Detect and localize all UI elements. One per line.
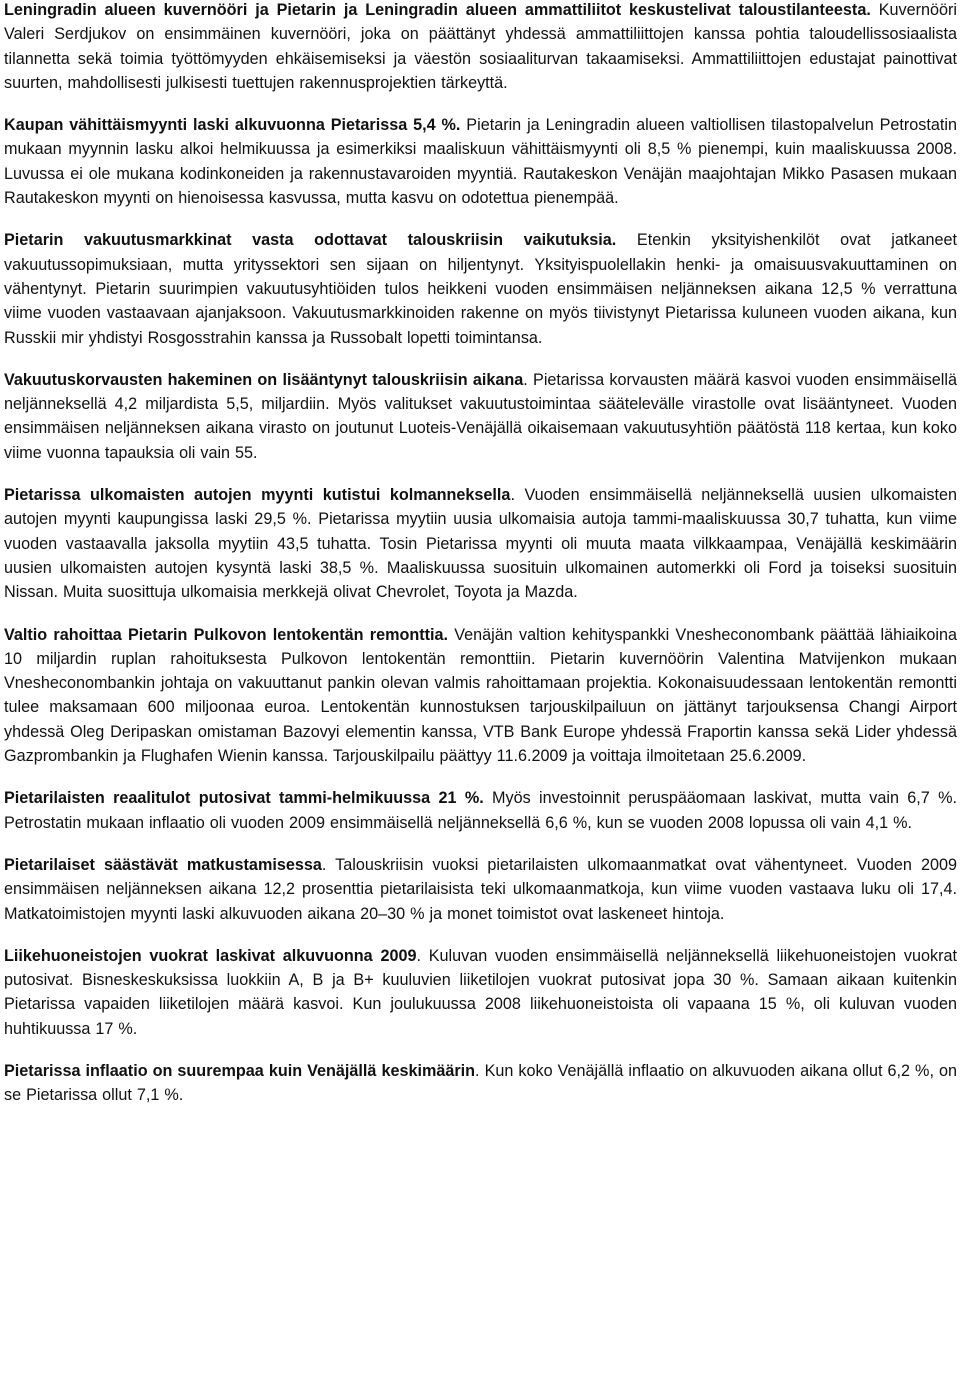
paragraph-heading: Pietarissa ulkomaisten autojen myynti kutistui kolmanneksella — [4, 486, 511, 505]
paragraph-body: . Kun koko Venäjällä inflaatio on alkuvuoden aikana ollut 6,2 %, on se Pietarissa ollut 7,1 %. — [4, 1061, 957, 1105]
paragraph-heading: Pietarilaiset säästävät matkustamisessa — [4, 855, 322, 874]
paragraph-heading: Liikehuoneistojen vuokrat laskivat alkuvuonna 2009 — [4, 946, 417, 965]
paragraph-body: Pietarin ja Leningradin alueen valtiollisen tilastopalvelun Petrostatin mukaan myynnin lasku alkoi helmikuussa ja esimerkiksi maaliskuun vähittäismyynti oli 8,5 % pienempi, kuin maaliskuussa 2008. Luvussa ei ole mukana kodinkoneiden ja rakennustavaroiden myyntiä. Rautakeskon Venäjän maajohtajan Mikko Pasasen mukaan Rautakeskon myynti on hienoisessa kasvussa, mutta kasvu on odotettua pienempää. — [4, 116, 957, 208]
paragraph-body: Kuvernööri Valeri Serdjukov on ensimmäinen kuvernööri, joka on päättänyt yhdessä ammattiliittojen kanssa pohtia taloudellissosiaalista tilannetta sekä toimia työttömyyden ehkäisemiseksi ja väestön sosiaaliturvan takaamiseksi. Ammattiliittojen edustajat painottivat suurten, mahdollisesti julkisesti tuettujen rakennusprojektien tärkeyttä. — [4, 1, 957, 92]
paragraph-heading: Kaupan vähittäismyynti laski alkuvuonna Pietarissa 5,4 %. — [4, 116, 461, 135]
paragraph-foreign-car-sales — [4, 483, 957, 604]
paragraph-heading: Pietarilaisten reaalitulot putosivat tammi-helmikuussa 21 %. — [4, 789, 484, 808]
paragraph-insurance-markets — [4, 228, 957, 349]
paragraph-pulkovo-airport — [4, 623, 957, 769]
paragraph-heading: Valtio rahoittaa Pietarin Pulkovon lentokentän remonttia. — [4, 625, 449, 644]
paragraph-heading: Pietarissa inflaatio on suurempaa kuin Venäjällä keskimäärin — [4, 1061, 476, 1080]
paragraph-body: Venäjän valtion kehityspankki Vnesheconombank päättää lähiaikoina 10 miljardin ruplan rahoituksesta Pulkovon lentokentän remonttiin. Pietarin kuvernöörin Valentina Matvijenkon mukaan Vnesheconombankin johtaja on vakuuttanut pankin olevan valmis rahoittamaan projektia. Kokonaisuudessaan lentokentän remontti tulee maksamaan 600 miljoonaa euroa. Lentokentän kunnostuksen tarjouskilpailuun on jättänyt tarjouksensa Changi Airport yhdessä Oleg Deripaskan omistaman Bazovyi elementin kanssa, VTB Bank Europe yhdessä Fraportin kanssa sekä Lider yhdessä Gazprombankin ja Flughafen Wienin kanssa. Tarjouskilpailu päättyy 11.6.2009 ja voittaja ilmoitetaan 25.6.2009. — [4, 625, 957, 766]
paragraph-body: . Vuoden ensimmäisellä neljänneksellä uusien ulkomaisten autojen myynti kaupungissa laski 29,5 %. Pietarissa myytiin uusia ulkomaisia autoja tammi-maaliskuussa 30,7 tuhatta, kun viime vuoden vastaavalla jaksolla myytiin 43,5 tuhatta. Tosin Pietarissa myynti oli muuta maata vilkkaampaa, Venäjällä keskimäärin uusien ulkomaisten autojen kysyntä laski 38,5 %. Maaliskuussa suosituin ulkomainen automerkki oli Ford ja toiseksi suosituin Nissan. Muita suosittuja ulkomaisia merkkejä olivat Chevrolet, Toyota ja Mazda. — [4, 486, 957, 602]
paragraph-leningrad-governor — [4, 0, 957, 95]
paragraph-heading: Pietarin vakuutusmarkkinat vasta odottavat talouskriisin vaikutuksia. — [4, 231, 617, 250]
paragraph-retail-sales — [4, 113, 957, 210]
paragraph-heading: Leningradin alueen kuvernööri ja Pietarin ja Leningradin alueen ammattiliitot keskustelivat taloustilanteesta. — [4, 1, 871, 19]
paragraph-travel-savings — [4, 853, 957, 926]
paragraph-body: Myös investoinnit peruspääomaan laskivat, mutta vain 6,7 %. Petrostatin mukaan inflaatio oli vuoden 2009 ensimmäisellä neljänneksellä 6,6 %, kun se vuoden 2008 lopussa oli vain 4,1 %. — [4, 789, 957, 832]
paragraph-insurance-claims — [4, 368, 957, 465]
paragraph-real-incomes — [4, 786, 957, 835]
paragraph-commercial-rents — [4, 944, 957, 1041]
paragraph-body: . Pietarissa korvausten määrä kasvoi vuoden ensimmäisellä neljänneksellä 4,2 miljardista 5,5, miljardiin. Myös valitukset vakuutustoimintaa säätelevälle virastolle ovat lisääntyneet. Vuoden ensimmäisen neljänneksen aikana virasto on joutunut Luoteis-Venäjällä oikaisemaan vakuutusyhtiön päätöstä 118 kertaa, kun koko viime vuonna tapauksia oli vain 55. — [4, 370, 957, 462]
paragraph-body: Etenkin yksityishenkilöt ovat jatkaneet vakuutussopimuksiaan, mutta yrityssektori sen sijaan on hiljentynyt. Yksityispuolellakin henki- ja omaisuusvakuuttaminen on vähentynyt. Pietarin suurimpien vakuutusyhtiöiden tulos heikkeni vuoden ensimmäisen neljänneksen aikana 12,5 % verrattuna viime vuoden vastaavaan ajanjaksoon. Vakuutusmarkkinoiden rakenne on myös tiivistynyt Pietarissa kuluneen vuoden aikana, kun Russkii mir yhdistyi Rosgosstrahin kanssa ja Russobalt lopetti toimintansa. — [4, 231, 957, 347]
paragraph-body: . Talouskriisin vuoksi pietarilaisten ulkomaanmatkat ovat vähentyneet. Vuoden 2009 ensimmäisen neljänneksen aikana 12,2 prosenttia pietarilaisista teki ulkomaanmatkoja, kun viime vuoden vastaava luku oli 17,4. Matkatoimistojen myynti laski alkuvuoden aikana 20–30 % ja monet toimistot ovat laskeneet hintoja. — [4, 855, 958, 923]
paragraph-heading: Vakuutuskorvausten hakeminen on lisääntynyt talouskriisin aikana — [4, 370, 524, 389]
paragraph-inflation — [4, 1059, 957, 1108]
paragraph-body: . Kuluvan vuoden ensimmäisellä neljänneksellä liikehuoneistojen vuokrat putosivat. Bisneskeskuksissa luokkiin A, B ja B+ kuuluvien liiketilojen vuokrat putosivat jopa 30 %. Samaan aikaan kuitenkin Pietarissa vapaiden liiketilojen määrä kasvoi. Kun joulukuussa 2008 liikehuoneistoista oli vapaana 15 %, oli kuluvan vuoden huhtikuussa 17 %. — [4, 946, 957, 1038]
